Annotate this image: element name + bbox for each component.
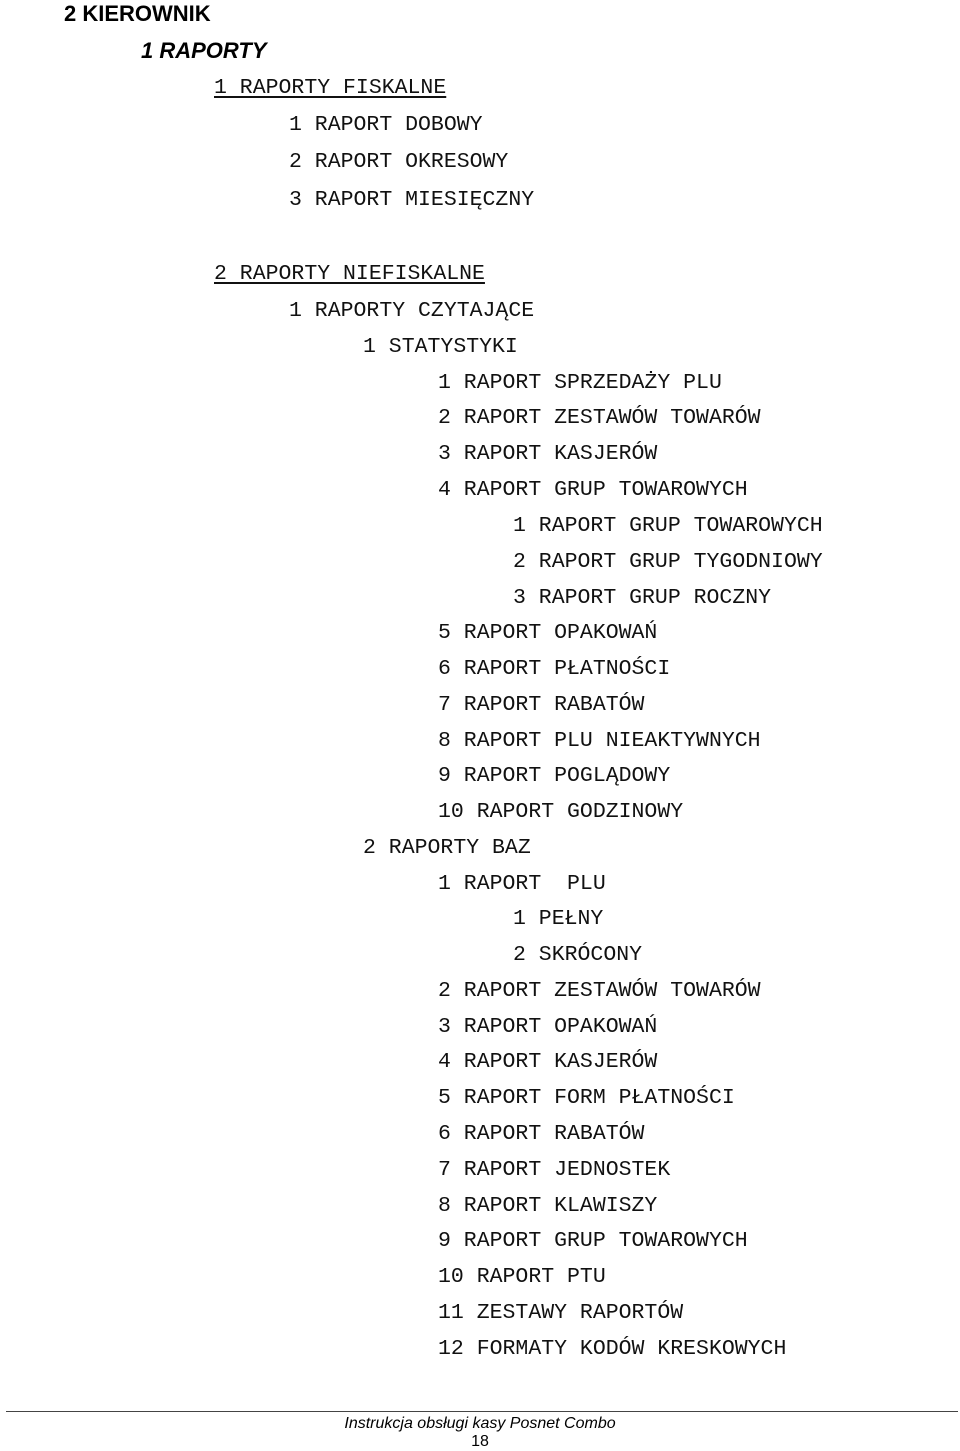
fiscal-item: 3 RAPORT MIESIĘCZNY xyxy=(289,188,535,212)
stat-item: 10 RAPORT GODZINOWY xyxy=(438,800,684,824)
menu-title: 2 KIEROWNIK xyxy=(64,1,211,26)
db-item: 1 RAPORT PLU xyxy=(438,872,606,896)
db-item: 2 RAPORT ZESTAWÓW TOWARÓW xyxy=(438,979,761,1003)
db-item: 7 RAPORT JEDNOSTEK xyxy=(438,1158,671,1182)
stat-item: 2 RAPORT ZESTAWÓW TOWARÓW xyxy=(438,406,761,430)
db-item: 8 RAPORT KLAWISZY xyxy=(438,1194,658,1218)
db-item: 4 RAPORT KASJERÓW xyxy=(438,1050,658,1074)
stat-subitem: 1 RAPORT GRUP TOWAROWYCH xyxy=(513,514,823,538)
db-item: 11 ZESTAWY RAPORTÓW xyxy=(438,1301,684,1325)
footer-divider xyxy=(6,1411,958,1412)
stat-item: 3 RAPORT KASJERÓW xyxy=(438,442,658,466)
stat-item: 1 RAPORT SPRZEDAŻY PLU xyxy=(438,371,722,395)
stat-subitem: 3 RAPORT GRUP ROCZNY xyxy=(513,586,772,610)
db-item: 10 RAPORT PTU xyxy=(438,1265,606,1289)
stat-item: 4 RAPORT GRUP TOWAROWYCH xyxy=(438,478,748,502)
page-number: 18 xyxy=(471,1433,489,1450)
stat-item: 7 RAPORT RABATÓW xyxy=(438,693,645,717)
db-item: 6 RAPORT RABATÓW xyxy=(438,1122,645,1146)
db-item: 12 FORMATY KODÓW KRESKOWYCH xyxy=(438,1337,787,1361)
stat-item: 5 RAPORT OPAKOWAŃ xyxy=(438,621,658,645)
fiscal-reports-header: 1 RAPORTY FISKALNE xyxy=(214,76,447,100)
stat-item: 9 RAPORT POGLĄDOWY xyxy=(438,764,671,788)
reading-reports: 1 RAPORTY CZYTAJĄCE xyxy=(289,299,535,323)
db-subitem: 1 PEŁNY xyxy=(513,907,604,931)
db-item: 9 RAPORT GRUP TOWAROWYCH xyxy=(438,1229,748,1253)
section-raporty: 1 RAPORTY xyxy=(141,38,267,63)
statistics-header: 1 STATYSTYKI xyxy=(363,335,518,359)
fiscal-item: 2 RAPORT OKRESOWY xyxy=(289,150,509,174)
database-reports-header: 2 RAPORTY BAZ xyxy=(363,836,531,860)
db-item: 5 RAPORT FORM PŁATNOŚCI xyxy=(438,1086,735,1110)
footer-caption: Instrukcja obsługi kasy Posnet Combo xyxy=(344,1415,616,1432)
db-item: 3 RAPORT OPAKOWAŃ xyxy=(438,1015,658,1039)
fiscal-item: 1 RAPORT DOBOWY xyxy=(289,113,483,137)
stat-item: 8 RAPORT PLU NIEAKTYWNYCH xyxy=(438,729,761,753)
stat-item: 6 RAPORT PŁATNOŚCI xyxy=(438,657,671,681)
nonfiscal-reports-header: 2 RAPORTY NIEFISKALNE xyxy=(214,262,485,286)
db-subitem: 2 SKRÓCONY xyxy=(513,943,643,967)
stat-subitem: 2 RAPORT GRUP TYGODNIOWY xyxy=(513,550,823,574)
